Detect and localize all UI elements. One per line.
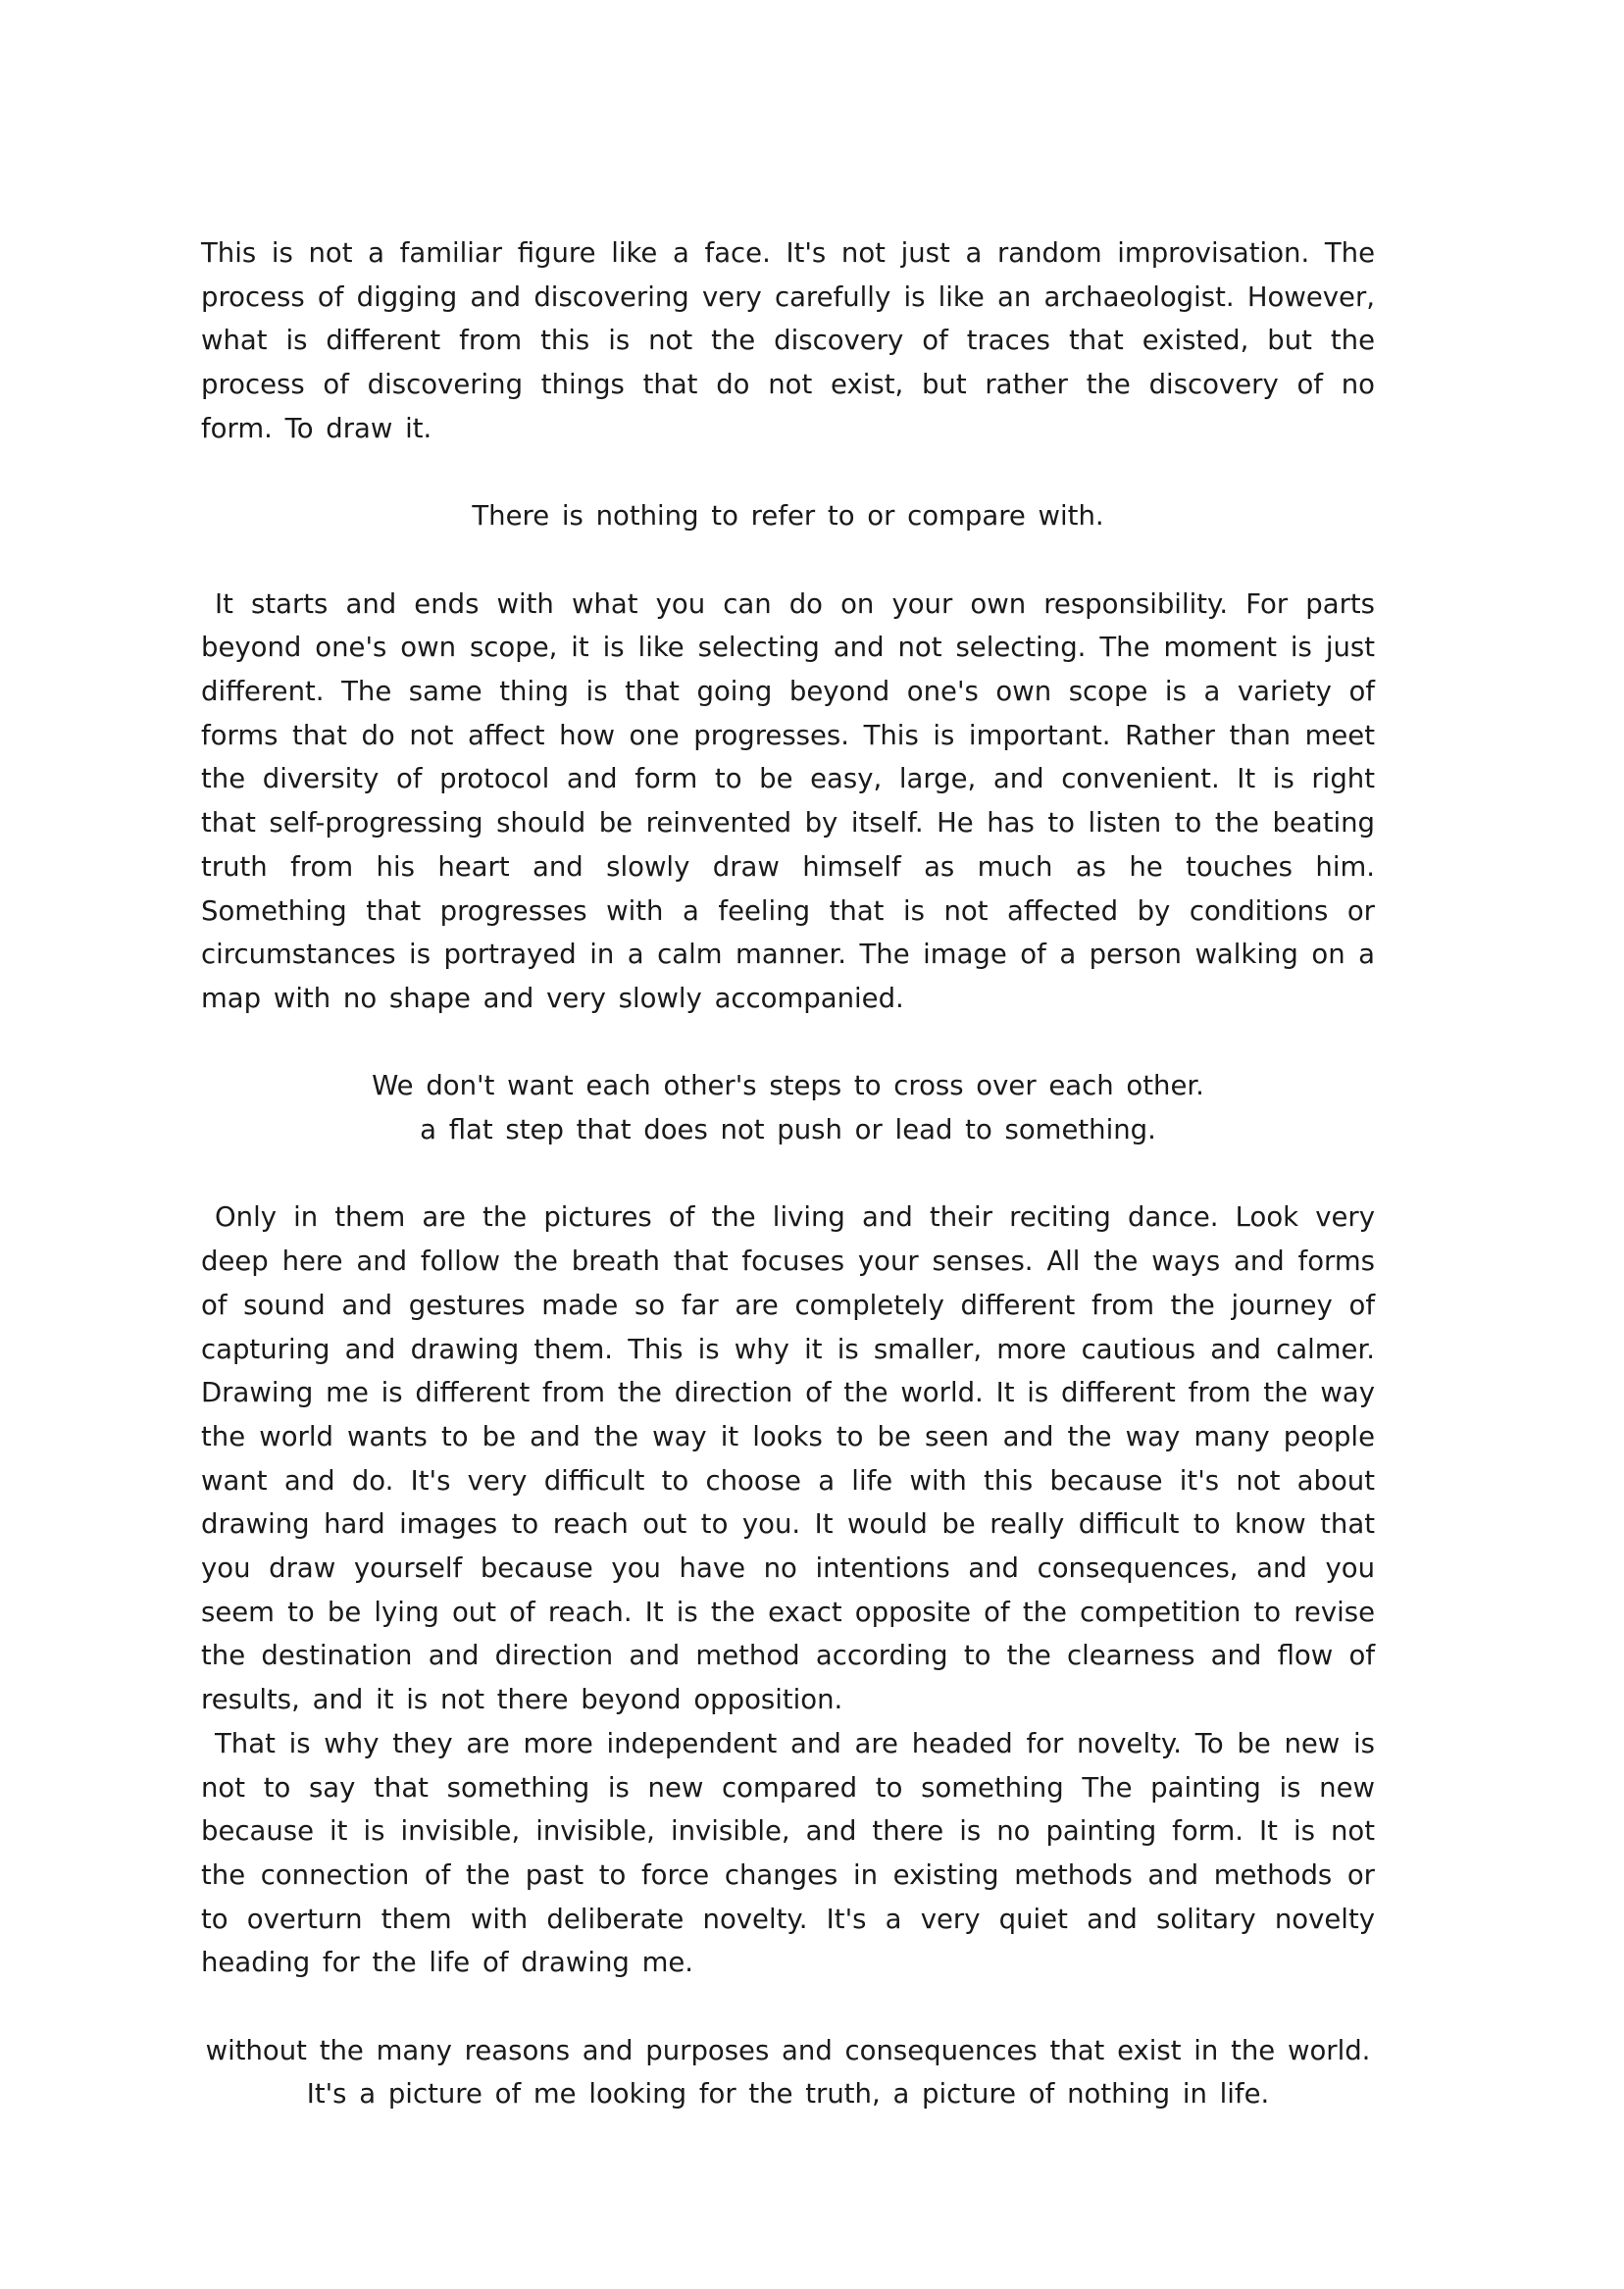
paragraph-gap: [201, 1152, 1375, 1196]
paragraph-4: That is why they are more independent and are headed for novelty. To be new is not to say that something is new compared to something The painting is new because it is invisible, invisible, invisible, and there is no painting form. It is not the connection of the past to force changes in existing methods and methods or to overturn them with deliberate novelty. It's a very quiet and solitary novelty heading for the life of drawing me.: [201, 1727, 1375, 1979]
paragraph-gap: [201, 538, 1375, 583]
centered-quote-3-line-2: It's a picture of me looking for the truth, a picture of nothing in life.: [306, 2078, 1270, 2111]
paragraph-gap: [201, 451, 1375, 495]
paragraph-2: It starts and ends with what you can do on your own responsibility. For parts beyond one's own scope, it is like selecting and not selecting. The moment is just different. The same thing is that going beyond one's own scope is a variety of forms that do not affect how one progresses. This is important. Rather than meet the diversity of protocol and form to be easy, large, and convenient. It is right that self-progressing should be reinvented by itself. He has to listen to the beating truth from his heart and slowly draw himself as much as he touches him. Something that progresses with a feeling that is not affected by conditions or circumstances is portrayed in a calm manner. The image of a person walking on a map with no shape and very slowly accompanied.: [201, 587, 1375, 1014]
paragraph-gap: [201, 1985, 1375, 2029]
centered-quote-2-line-2: a flat step that does not push or lead to something.: [420, 1114, 1156, 1146]
centered-quote-2-line-1: We don't want each other's steps to cross over each other.: [372, 1070, 1204, 1102]
paragraph-gap: [201, 1021, 1375, 1065]
document-body: [201, 231, 1375, 2116]
paragraph-1: This is not a familiar figure like a face. It's not just a random improvisation. The process of digging and discovering very carefully is like an archaeologist. However, what is different from this is not the discovery of traces that existed, but the process of discovering things that do not exist, but rather the discovery of no form. To draw it.: [201, 237, 1375, 444]
paragraph-3: Only in them are the pictures of the living and their reciting dance. Look very deep here and follow the breath that focuses your senses. All the ways and forms of sound and gestures made so far are completely different from the journey of capturing and drawing them. This is why it is smaller, more cautious and calmer. Drawing me is different from the direction of the world. It is different from the way the world wants to be and the way it looks to be seen and the way many people want and do. It's very difficult to choose a life with this because it's not about drawing hard images to reach out to you. It would be really difficult to know that you draw yourself because you have no intentions and consequences, and you seem to be lying out of reach. It is the exact opposite of the competition to revise the destination and direction and method according to the clearness and flow of results, and it is not there beyond opposition.: [201, 1201, 1375, 1716]
centered-quote-3-line-1: without the many reasons and purposes and consequences that exist in the world.: [205, 2034, 1371, 2066]
centered-quote-1: There is nothing to refer to or compare with.: [472, 500, 1104, 533]
